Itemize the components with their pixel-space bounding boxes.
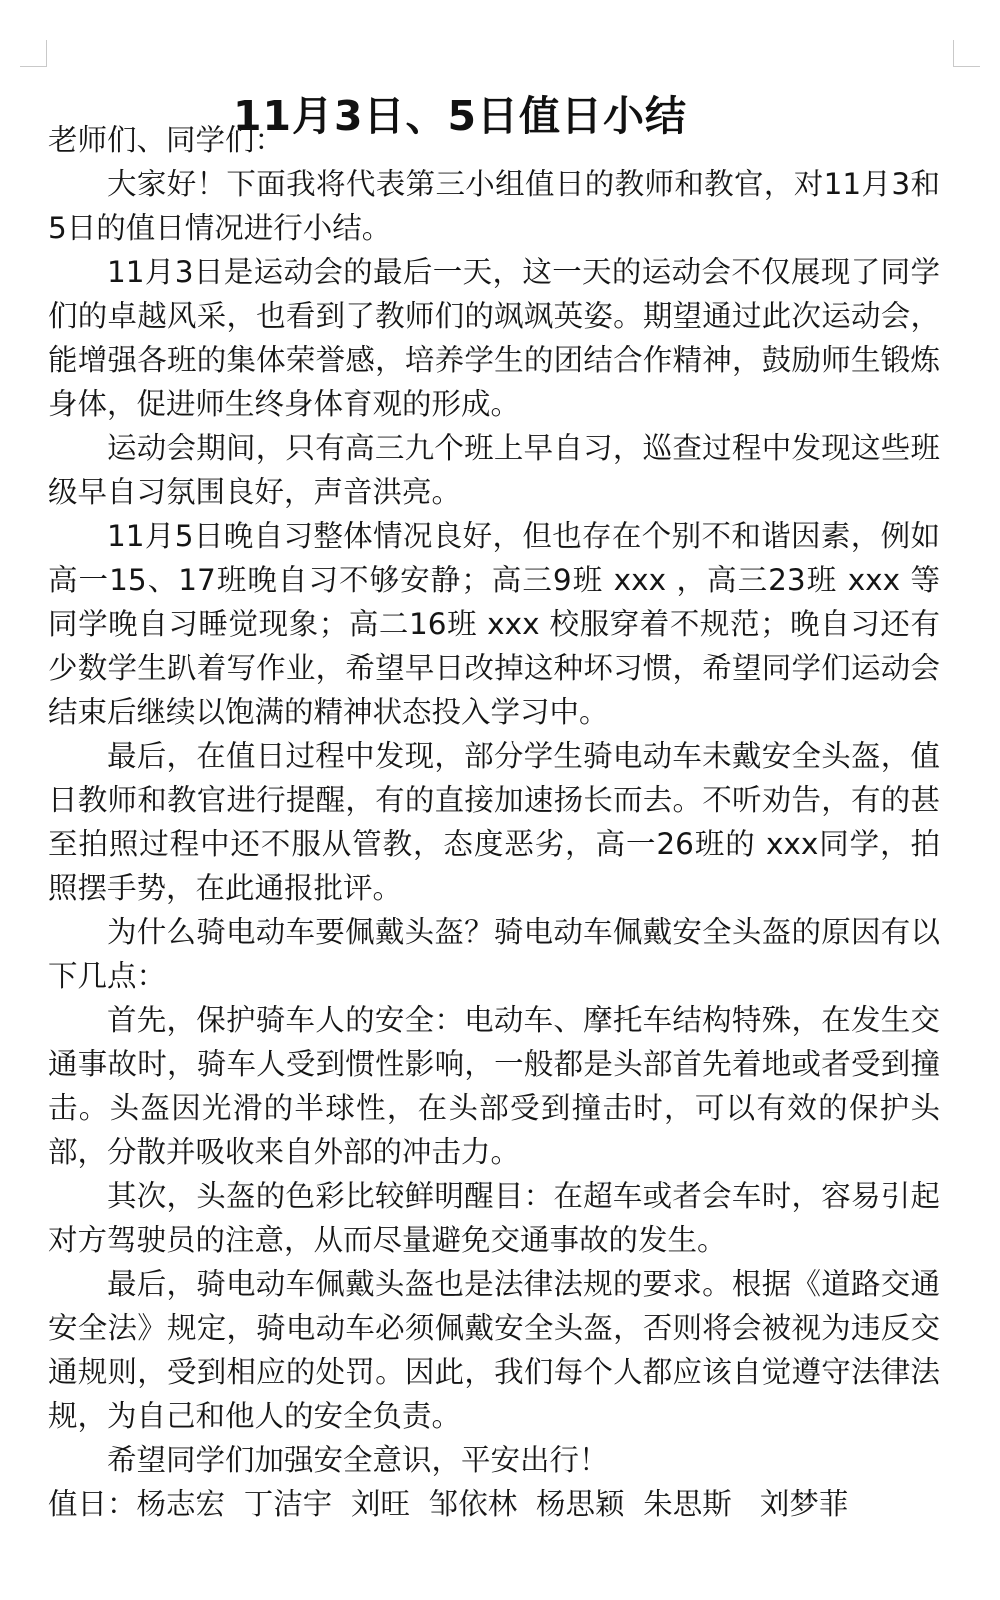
paragraph-helmet-violations: 最后，在值日过程中发现，部分学生骑电动车未戴安全头盔，值日教师和教官进行提醒，有的直接加速扬长而去。不听劝告，有的甚至拍照过程中还不服从管教，态度恶劣，高一26班的 xxx同学，拍照摆手势，在此通报批评。 xyxy=(48,739,940,905)
salutation: 老师们、同学们： xyxy=(48,123,285,157)
paragraph-reason-law: 最后，骑电动车佩戴头盔也是法律法规的要求。根据《道路交通安全法》规定，骑电动车必须佩戴安全头盔，否则将会被视为违反交通规则，受到相应的处罚。因此，我们每个人都应该自觉遵守法律法规，为自己和他人的安全负责。 xyxy=(48,1267,940,1433)
page-corner-mark-top-right xyxy=(953,40,980,67)
duty-signature: 值日：杨志宏 丁洁宇 刘旺 邹依林 杨思颖 朱思斯 刘梦菲 xyxy=(48,1487,849,1521)
paragraph-closing: 希望同学们加强安全意识，平安出行！ xyxy=(107,1443,609,1477)
paragraph-evening-study: 11月5日晚自习整体情况良好，但也存在个别不和谐因素，例如高一15、17班晚自习不够安静；高三9班 xxx ，高三23班 xxx 等同学晚自习睡觉现象；高二16班 xxx 校服穿着不规范；晚自习还有少数学生趴着写作业，希望早日改掉这种坏习惯，希望同学们运动会结束后继续以饱满的精神状态投入学习中。 xyxy=(48,519,940,729)
paragraph-morning-study: 运动会期间，只有高三九个班上早自习，巡查过程中发现这些班级早自习氛围良好，声音洪亮。 xyxy=(48,431,940,509)
document-body xyxy=(48,118,940,1526)
paragraph-reason-protection: 首先，保护骑车人的安全：电动车、摩托车结构特殊，在发生交通事故时，骑车人受到惯性影响，一般都是头部首先着地或者受到撞击。头盔因光滑的半球性，在头部受到撞击时，可以有效的保护头部，分散并吸收来自外部的冲击力。 xyxy=(48,1003,940,1169)
paragraph-sports-meet: 11月3日是运动会的最后一天，这一天的运动会不仅展现了同学们的卓越风采，也看到了教师们的飒飒英姿。期望通过此次运动会，能增强各班的集体荣誉感，培养学生的团结合作精神，鼓励师生锻炼身体，促进师生终身体育观的形成。 xyxy=(48,255,940,421)
document-title: 11月3日、5日值日小结 xyxy=(232,92,688,141)
paragraph-greeting: 大家好！下面我将代表第三小组值日的教师和教官，对11月3和5日的值日情况进行小结。 xyxy=(48,167,940,245)
paragraph-helmet-question: 为什么骑电动车要佩戴头盔？骑电动车佩戴安全头盔的原因有以下几点： xyxy=(48,915,940,993)
paragraph-reason-visibility: 其次，头盔的色彩比较鲜明醒目：在超车或者会车时，容易引起对方驾驶员的注意，从而尽量避免交通事故的发生。 xyxy=(48,1179,940,1257)
page-corner-mark-top-left xyxy=(20,40,47,67)
